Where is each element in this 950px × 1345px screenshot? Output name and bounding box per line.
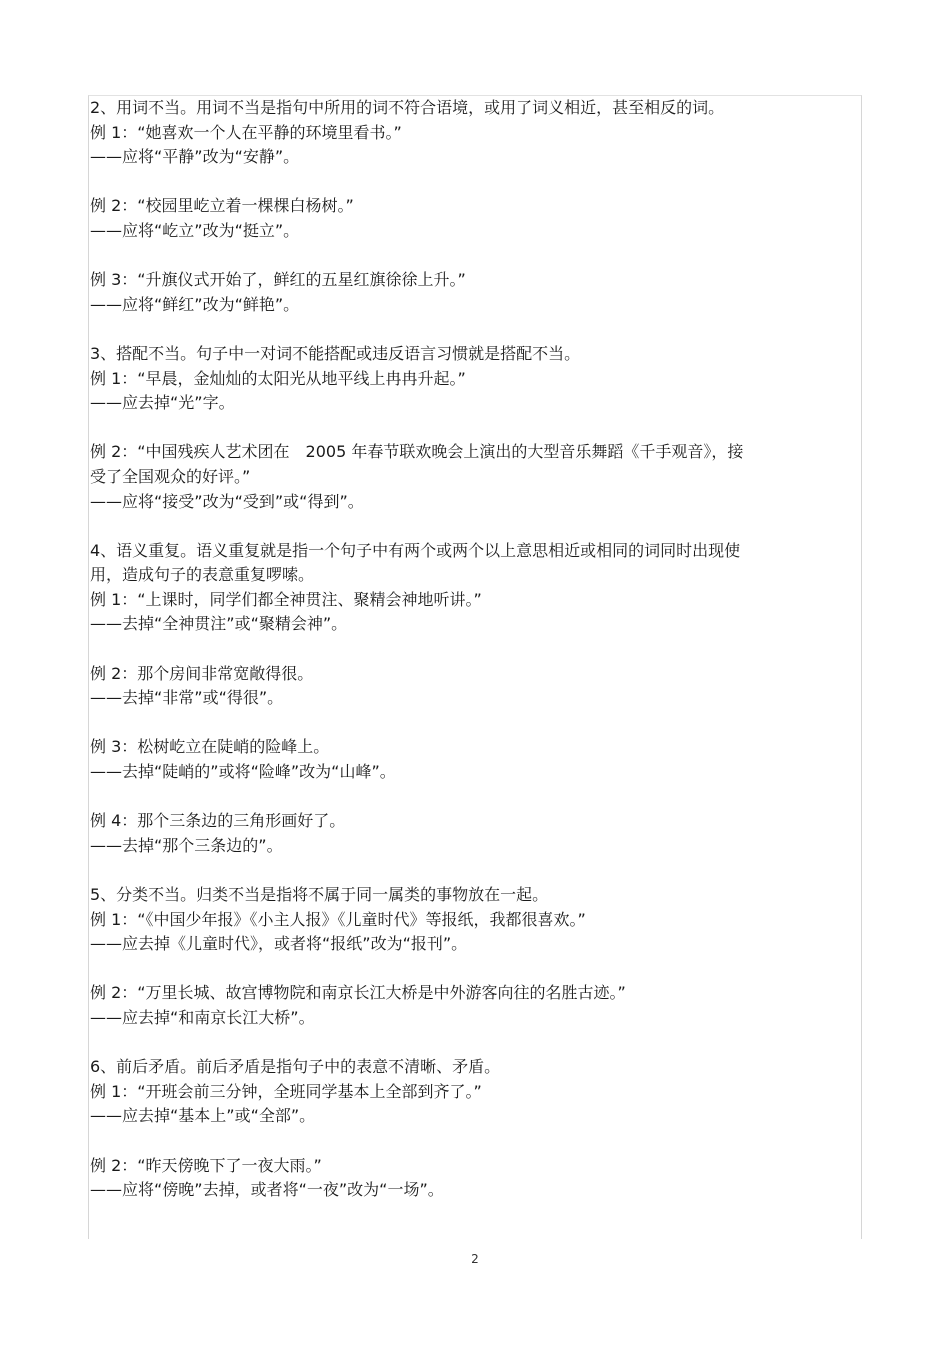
example-question: 例 4：那个三条边的三角形画好了。 <box>90 811 346 831</box>
spacer <box>90 1129 850 1154</box>
example-answer: ——应将“傍晚”去掉，或者将“一夜”改为“一场”。 <box>90 1180 444 1200</box>
section-heading: 5、分类不当。归类不当是指将不属于同一属类的事物放在一起。 <box>90 885 549 904</box>
example-answer: ——去掉“陡峭的”或将“险峰”改为“山峰”。 <box>90 762 396 782</box>
spacer <box>90 317 850 342</box>
example-answer: ——去掉“非常”或“得很”。 <box>90 688 284 708</box>
spacer <box>90 416 850 441</box>
example-question-continued: 受了全国观众的好评。” <box>90 466 251 486</box>
spacer <box>90 785 850 810</box>
section-heading: 2、用词不当。用词不当是指句中所用的词不符合语境，或用了词义相近，甚至相反的词。 <box>90 98 725 117</box>
example-answer: ——去掉“全神贯注”或“聚精会神”。 <box>90 614 348 634</box>
example-answer: ——应将“接受”改为“受到”或“得到”。 <box>90 491 364 511</box>
example-question: 例 2：“万里长城、故宫博物院和南京长江大桥是中外游客向往的名胜古迹。” <box>90 983 626 1003</box>
spacer <box>90 711 850 736</box>
section-heading: 6、前后矛盾。前后矛盾是指句子中的表意不清晰、矛盾。 <box>90 1057 501 1077</box>
example-answer: ——应去掉《儿童时代》，或者将“报纸”改为“报刊”。 <box>90 934 468 954</box>
spacer <box>90 858 850 883</box>
example-answer: ——应将“鲜红”改为“鲜艳”。 <box>90 294 300 314</box>
example-question: 例 1：“开班会前三分钟，全班同学基本上全部到齐了。” <box>90 1081 482 1101</box>
example-question: 例 1：“早晨，金灿灿的太阳光从地平线上冉冉升起。” <box>90 368 466 388</box>
spacer <box>90 170 850 195</box>
page-number: 2 <box>471 1252 479 1266</box>
example-question: 例 1：“上课时，同学们都全神贯注、聚精会神地听讲。” <box>90 589 482 609</box>
section-heading: 4、语义重复。语义重复就是指一个句子中有两个或两个以上意思相近或相同的词同时出现使 <box>90 540 741 560</box>
example-answer: ——应去掉“和南京长江大桥”。 <box>90 1007 315 1027</box>
example-question: 例 1：“《中国少年报》《小主人报》《儿童时代》等报纸，我都很喜欢。” <box>90 909 586 929</box>
spacer <box>90 514 850 539</box>
section-heading-continued: 用，造成句子的表意重复啰嗦。 <box>90 565 315 585</box>
spacer <box>90 957 850 982</box>
example-question: 例 2：“中国残疾人艺术团在 2005 年春节联欢晚会上演出的大型音乐舞蹈《千手观音》，接 <box>90 442 744 462</box>
example-question: 例 2：那个房间非常宽敞得很。 <box>90 663 314 683</box>
example-question: 例 2：“昨天傍晚下了一夜大雨。” <box>90 1155 322 1175</box>
example-answer: ——应将“屹立”改为“挺立”。 <box>90 220 300 240</box>
document-body <box>90 96 850 1203</box>
example-question: 例 1：“她喜欢一个人在平静的环境里看书。” <box>90 122 402 142</box>
example-question: 例 3：“升旗仪式开始了，鲜红的五星红旗徐徐上升。” <box>90 270 466 290</box>
example-answer: ——去掉“那个三条边的”。 <box>90 835 283 855</box>
spacer <box>90 637 850 662</box>
example-question: 例 3：松树屹立在陡峭的险峰上。 <box>90 737 330 757</box>
example-answer: ——应将“平静”改为“安静”。 <box>90 147 300 167</box>
section-heading: 3、搭配不当。句子中一对词不能搭配或违反语言习惯就是搭配不当。 <box>90 343 581 363</box>
example-question: 例 2：“校园里屹立着一棵棵白杨树。” <box>90 196 354 216</box>
example-answer: ——应去掉“光”字。 <box>90 393 235 413</box>
example-answer: ——应去掉“基本上”或“全部”。 <box>90 1106 316 1126</box>
spacer <box>90 244 850 269</box>
spacer <box>90 1031 850 1056</box>
